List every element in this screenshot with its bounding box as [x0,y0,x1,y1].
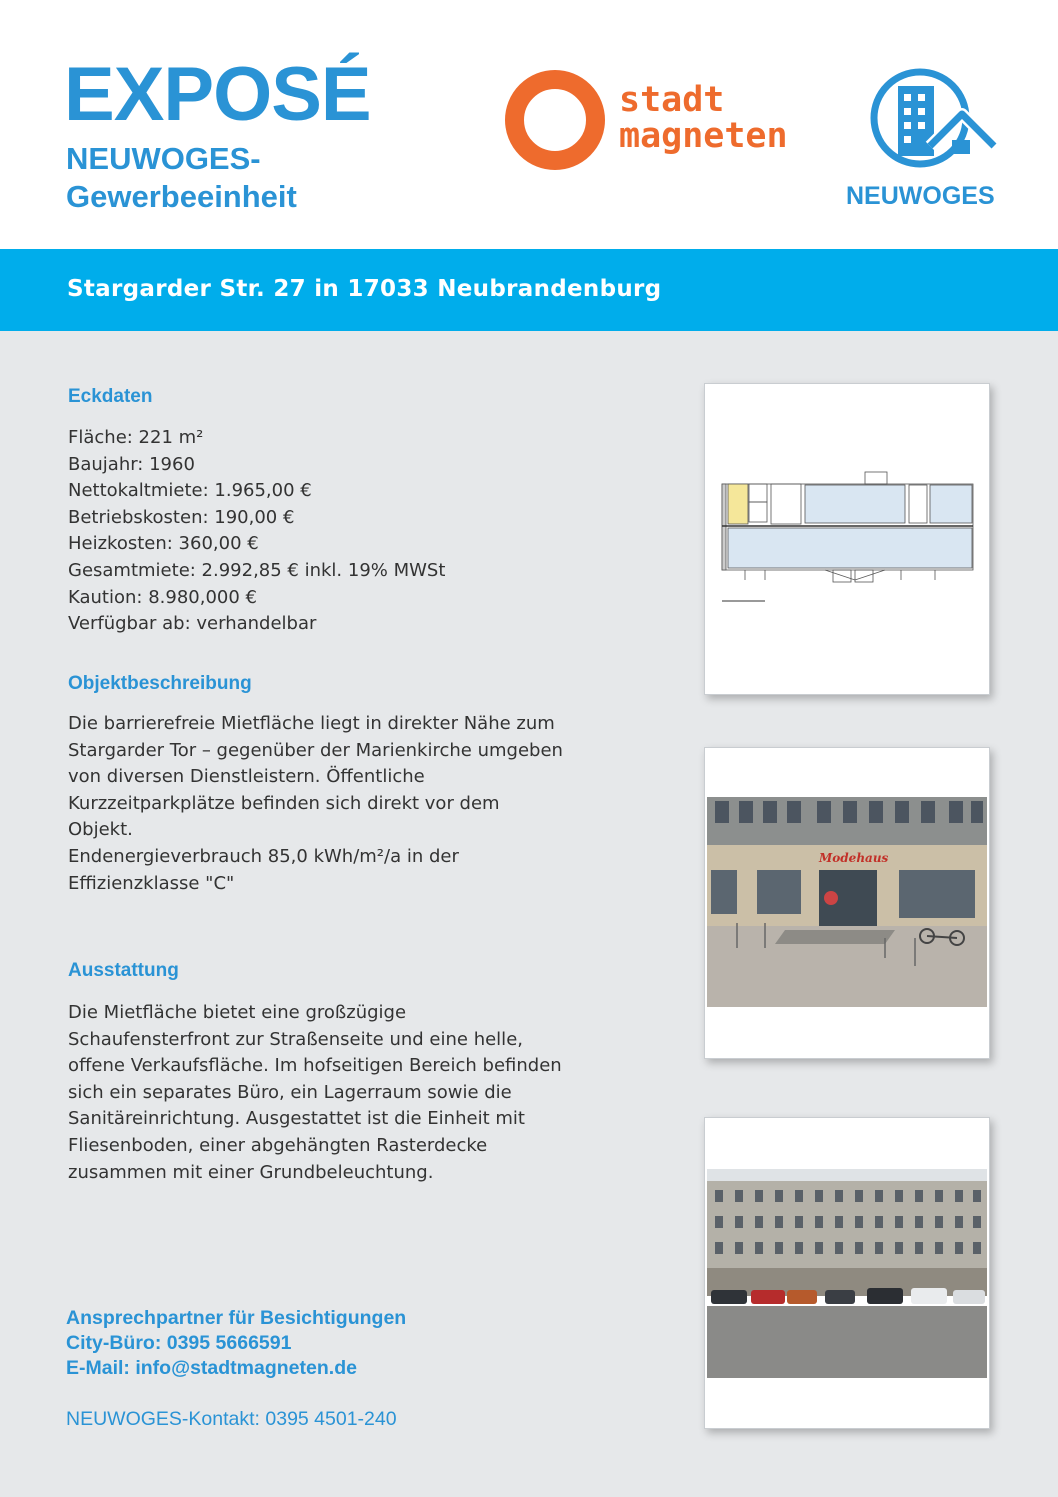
subtitle-line-2: Gewerbeeinheit [66,179,297,214]
fact-flaeche: Fläche: 221 m² [68,427,204,448]
ausstattung-line: Schaufensterfront zur Straßenseite und eine helle, [68,1028,523,1050]
ausstattung-line: Die Mietfläche bietet eine großzügige [68,1002,407,1023]
ausstattung-line: Sanitäreinrichtung. Ausgestattet ist die Einheit mit [68,1108,525,1130]
ausstattung-text [68,1000,628,1186]
objektbeschreibung-line: von diversen Dienstleistern. Öffentliche [68,766,425,788]
contact-neuwoges-phone[interactable]: NEUWOGES-Kontakt: 0395 4501-240 [66,1408,397,1430]
contact-heading: Ansprechpartner für Besichtigungen [66,1307,407,1329]
shop-sign: Modehaus [819,851,889,865]
eckdaten-list [68,425,628,638]
ausstattung-heading: Ausstattung [68,960,179,981]
contact-city-buero-phone[interactable]: City-Büro: 0395 5666591 [66,1332,292,1354]
objektbeschreibung-line: Kurzzeitparkplätze befinden sich direkt vor dem [68,792,500,814]
stadtmagneten-wordmark [619,82,788,154]
objektbeschreibung-line: Effizienzklasse "C" [68,872,235,894]
objektbeschreibung-heading: Objektbeschreibung [68,673,252,694]
street-photo-card [704,1117,990,1429]
document-title: EXPOSÉ [64,52,371,137]
ausstattung-line: Fliesenboden, einer abgehängten Rasterdecke [68,1134,488,1156]
street-photo [705,1118,989,1428]
fact-nettokaltmiete: Nettokaltmiete: 1.965,00 € [68,480,312,502]
contact-email[interactable]: E-Mail: info@stadtmagneten.de [66,1357,357,1379]
eckdaten-heading: Eckdaten [68,386,153,407]
fact-gesamtmiete: Gesamtmiete: 2.992,85 € inkl. 19% MWSt [68,559,446,581]
address-text: Stargarder Str. 27 in 17033 Neubrandenburg [67,276,662,302]
subtitle-line-1: NEUWOGES- [66,141,261,176]
stadtmagneten-ring-icon [505,70,605,170]
stadtmagneten-logo [505,70,835,174]
neuwoges-wordmark: NEUWOGES [846,182,995,210]
objektbeschreibung-line: Endenergieverbrauch 85,0 kWh/m²/a in der [68,845,459,867]
fact-betriebskosten: Betriebskosten: 190,00 € [68,506,295,528]
objektbeschreibung-line: Stargarder Tor – gegenüber der Marienkirche umgeben [68,739,563,761]
fact-verfuegbar: Verfügbar ab: verhandelbar [68,613,317,635]
neuwoges-house-icon [868,66,1008,176]
floorplan-card [704,383,990,695]
fact-baujahr: Baujahr: 1960 [68,453,195,475]
ausstattung-line: sich ein separates Büro, ein Lagerraum sowie die [68,1081,512,1103]
objektbeschreibung-line: Die barrierefreie Mietfläche liegt in direkter Nähe zum [68,713,555,734]
stadtmagneten-wordmark-line-2: magneten [619,116,788,156]
stadtmagneten-wordmark-line-1: stadt [619,80,725,120]
header [0,0,1058,249]
objektbeschreibung-line: Objekt. [68,819,133,841]
storefront-photo [705,748,989,1058]
floorplan-image [705,384,989,694]
storefront-photo-card [704,747,990,1059]
contact-block [66,1306,406,1381]
document-subtitle [66,140,426,216]
fact-kaution: Kaution: 8.980,000 € [68,586,257,608]
fact-heizkosten: Heizkosten: 360,00 € [68,533,259,555]
ausstattung-line: zusammen mit einer Grundbeleuchtung. [68,1161,434,1183]
ausstattung-line: offene Verkaufsfläche. Im hofseitigen Bereich befinden [68,1055,562,1077]
objektbeschreibung-text [68,711,628,897]
neuwoges-logo [840,66,1010,216]
